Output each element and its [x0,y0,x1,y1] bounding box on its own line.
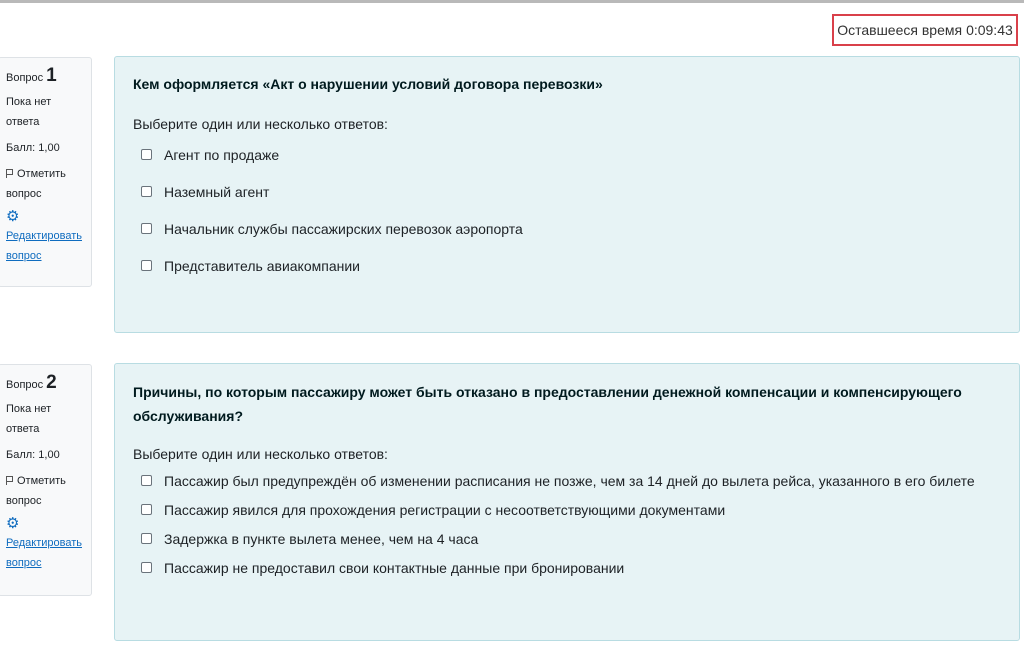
question-1-prompt: Выберите один или несколько ответов: [133,116,388,132]
question-2-answer-3[interactable]: Задержка в пункте вылета менее, чем на 4 часа [133,524,1001,553]
question-1-grade: Балл: 1,00 [6,142,60,154]
flag-icon [6,169,13,178]
question-2-content [114,363,1020,641]
question-1-content [114,56,1020,333]
question-1-text: Кем оформляется «Акт о нарушении условий договора перевозки» [133,76,603,92]
question-2-prompt: Выберите один или несколько ответов: [133,446,388,462]
question-2-text: Причины, по которым пассажиру может быть отказано в предоставлении денежной компенсации и компенсирующего обслуживания? [133,384,962,424]
flag-icon [6,476,13,485]
checkbox[interactable] [141,186,152,197]
question-1-answers [133,136,1001,284]
question-1-state: Пока нет ответа [6,96,52,128]
question-1-flag-link[interactable]: Отметить вопрос [6,168,66,200]
question-2-number: Вопрос 2 [6,372,57,393]
timer-value: 0:09:43 [966,22,1013,38]
checkbox[interactable] [141,533,152,544]
question-2-grade: Балл: 1,00 [6,449,60,461]
quiz-timer [832,14,1018,46]
checkbox[interactable] [141,149,152,160]
checkbox[interactable] [141,504,152,515]
question-2-answer-4[interactable]: Пассажир не предоставил свои контактные данные при бронировании [133,553,1001,582]
question-2-answer-2[interactable]: Пассажир явился для прохождения регистрации с несоответствующими документами [133,495,1001,524]
question-1-answer-4[interactable]: Представитель авиакомпании [133,247,1001,284]
checkbox[interactable] [141,223,152,234]
question-2-state: Пока нет ответа [6,403,52,435]
checkbox[interactable] [141,475,152,486]
question-2-edit-link[interactable]: Редактировать вопрос [6,537,82,569]
question-2-info [0,364,92,596]
question-2-flag-link[interactable]: Отметить вопрос [6,475,66,507]
gear-icon[interactable]: ⚙ [6,515,20,532]
checkbox[interactable] [141,260,152,271]
question-2-answer-1[interactable]: Пассажир был предупреждён об изменении расписания не позже, чем за 14 дней до вылета рейса, указанного в его билете [133,466,1001,495]
question-1-number: Вопрос 1 [6,65,57,86]
checkbox[interactable] [141,562,152,573]
question-1-answer-2[interactable]: Наземный агент [133,173,1001,210]
gear-icon[interactable]: ⚙ [6,208,20,225]
question-1-answer-1[interactable]: Агент по продаже [133,136,1001,173]
question-1-edit-link[interactable]: Редактировать вопрос [6,230,82,262]
question-1-answer-3[interactable]: Начальник службы пассажирских перевозок аэропорта [133,210,1001,247]
question-1-info [0,57,92,287]
timer-label: Оставшееся время [837,22,963,38]
top-divider [0,0,1024,3]
question-2-answers [133,466,1001,582]
